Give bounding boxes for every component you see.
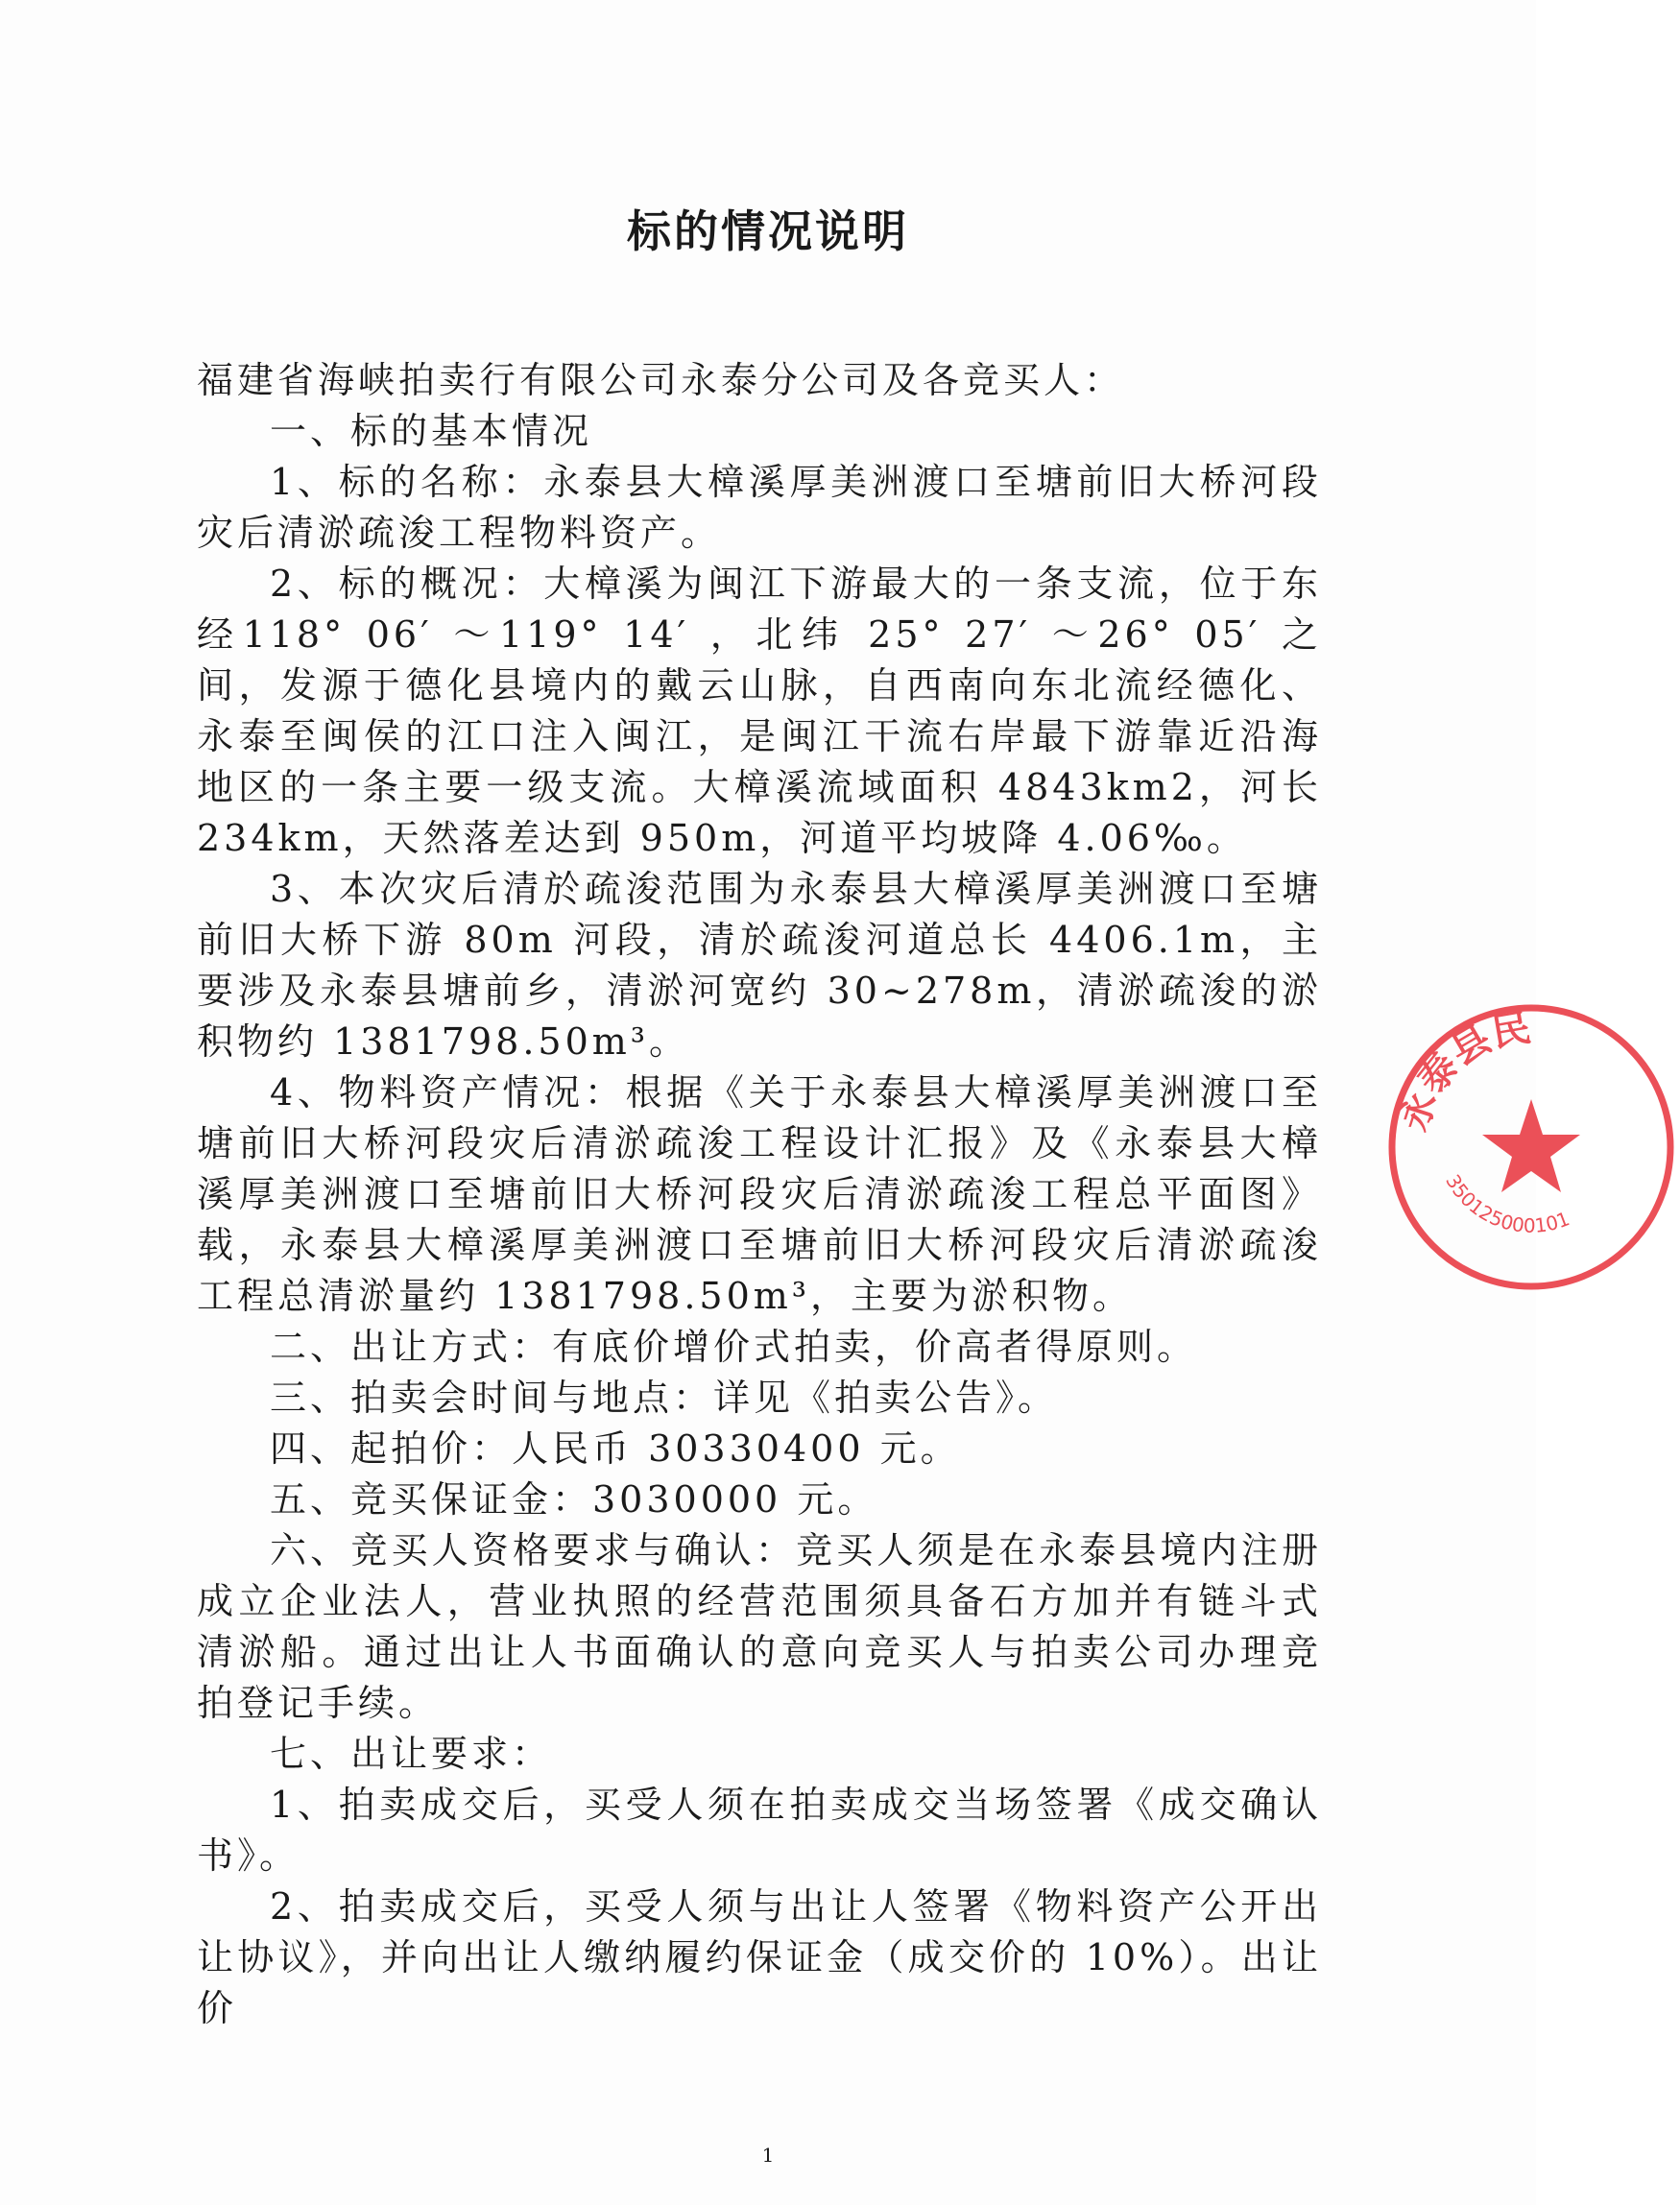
section-deposit: 五、竞买保证金：3030000 元。 <box>270 1478 878 1521</box>
section-auction-time-place: 三、拍卖会时间与地点：详见《拍卖公告》。 <box>270 1377 1059 1419</box>
document-title: 标的情况说明 <box>627 205 909 257</box>
section-bidder-qualification: 六、竞买人资格要求与确认：竞买人须是在永泰县境内注册成立企业法人，营业执照的经营范围须具备石方加并有链斗式清淤船。通过出让人书面确认的意向竞买人与拍卖公司办理竞拍登记手续。 <box>197 1529 1322 1724</box>
requirement-item-2: 2、拍卖成交后，买受人须与出让人签署《物料资产公开出让协议》，并向出让人缴纳履约保证金（成交价的 10%）。出让价 <box>197 1885 1322 2029</box>
seal-top-text: 永泰县民 <box>1391 1005 1534 1137</box>
section-transfer-requirements: 七、出让要求： <box>270 1733 553 1775</box>
official-seal-stamp <box>1382 998 1680 1296</box>
paragraph-subject-overview: 2、标的概况：大樟溪为闽江下游最大的一条支流，位于东经118° 06′ ～119° 14′ ，北纬 25° 27′ ～26° 05′ 之间，发源于德化县境内的戴云山脉，自西南向东北流经德化、永泰至闽侯的江口注入闽江，是闽江干流右岸最下游靠近沿海地区的一条主要一级支流。大樟溪流域面积 4843km2，河长 234km，天然落差达到 950m，河道平均坡降 4.06‰。 <box>197 563 1322 859</box>
section-starting-price: 四、起拍价：人民币 30330400 元。 <box>270 1427 961 1470</box>
section-heading-basic-info: 一、标的基本情况 <box>270 410 593 452</box>
svg-text:永泰县民 <box>1392 1006 1534 1137</box>
seal-bottom-text: 350125000101 <box>1441 1170 1573 1237</box>
section-transfer-method: 二、出让方式：有底价增价式拍卖，价高者得原则。 <box>270 1326 1198 1368</box>
paragraph-subject-name: 1、标的名称：永泰县大樟溪厚美洲渡口至塘前旧大桥河段灾后清淤疏浚工程物料资产。 <box>197 461 1322 554</box>
salutation: 福建省海峡拍卖行有限公司永泰分公司及各竞买人： <box>197 359 1125 401</box>
page-number: 1 <box>761 2144 775 2167</box>
seal-star-icon <box>1482 1099 1580 1192</box>
requirement-item-1: 1、拍卖成交后，买受人须在拍卖成交当场签署《成交确认书》。 <box>197 1784 1322 1877</box>
document-body <box>197 355 1322 2034</box>
paragraph-material-assets: 4、物料资产情况：根据《关于永泰县大樟溪厚美洲渡口至塘前旧大桥河段灾后清淤疏浚工程设计汇报》及《永泰县大樟溪厚美洲渡口至塘前旧大桥河段灾后清淤疏浚工程总平面图》载，永泰县大樟溪厚美洲渡口至塘前旧大桥河段灾后清淤疏浚工程总清淤量约 1381798.50m³，主要为淤积物。 <box>197 1071 1322 1317</box>
paragraph-dredging-scope: 3、本次灾后清於疏浚范围为永泰县大樟溪厚美洲渡口至塘前旧大桥下游 80m 河段，清於疏浚河道总长 4406.1m，主要涉及永泰县塘前乡，清淤河宽约 30~278m，清淤疏浚的淤积物约 1381798.50m³。 <box>197 868 1322 1063</box>
